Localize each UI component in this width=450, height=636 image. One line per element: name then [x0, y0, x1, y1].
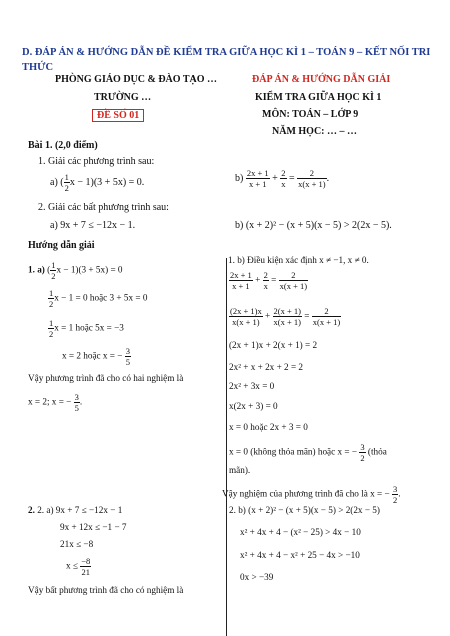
question-1b: b) $\frac{2x + 1}{x + 1}$ + $\frac{2}{x}$ = $\frac{2}{x(x + 1)}$ .: [235, 168, 330, 189]
numerator: 2x + 1: [246, 168, 269, 178]
numerator: 2: [279, 270, 308, 281]
expression: Vậy nghiệm của phương trình đã cho là x = −: [222, 488, 390, 499]
solution-2a-line1: 2. 2. a) 9x + 7 ≤ −12x − 1: [28, 505, 123, 515]
solution-2a-conclusion: Vậy bất phương trình đã cho có nghiệm là: [28, 585, 184, 595]
solution-1a-conclusion: Vậy phương trình đã cho có hai nghiệm là: [28, 373, 184, 383]
question-2: 2. Giải các bất phương trình sau:: [38, 202, 169, 213]
solution-1a-result: x = 2; x = − $\frac{3}{5}$ .: [28, 392, 83, 413]
numerator: 1: [64, 172, 69, 182]
solution-1a-line2: [48, 288, 147, 309]
fraction: [280, 168, 286, 189]
solution-2a-line4: [66, 556, 91, 577]
solution-1b-line5: 2x² + 3x = 0: [229, 381, 275, 391]
solution-1a-label: 1. a): [28, 264, 45, 275]
expression: x − 1 = 0 hoặc 3 + 5x = 0: [54, 292, 148, 303]
q1b-label: b): [235, 172, 244, 184]
expression: 2. a) 9x + 7 ≤ −12x − 1: [37, 505, 123, 515]
solution-1b-line3: (2x + 1)x + 2(x + 1) = 2: [229, 340, 318, 350]
expression: x = 2; x = −: [28, 396, 72, 407]
solution-1b-line2: $\frac{(2x + 1)x}{x(x + 1)}$ + $\frac{2(x + 1)}{x(x + 1)}$ = $\frac{2}{x(x + 1)}$: [230, 306, 341, 327]
exam-number-badge: ĐỀ SỐ 01: [92, 109, 144, 122]
header-subject: MÔN: TOÁN – LỚP 9: [262, 109, 359, 120]
fraction: [229, 306, 263, 327]
denominator: 2: [360, 453, 365, 463]
question-2b: b) (x + 2)² − (x + 5)(x − 5) > 2(2x − 5).: [235, 220, 392, 231]
numerator: 1: [51, 260, 56, 270]
fraction: [229, 270, 253, 291]
solution-2b-line4: 0x > −39: [240, 572, 274, 582]
header-school-year: NĂM HỌC: … – …: [272, 126, 357, 137]
solution-1a-line4: [62, 346, 131, 367]
solution-1a-line1: 1. a) ( $\frac{1}{2}$ x − 1)(3 + 5x) = 0: [28, 260, 123, 281]
denominator: 2: [49, 299, 54, 309]
header-answer-title: ĐÁP ÁN & HƯỚNG DẪN GIẢI: [252, 74, 391, 85]
question-1a: a) ( $\frac{1}{2}$ x − 1)(3 + 5x) = 0.: [50, 172, 145, 193]
denominator: 21: [81, 567, 90, 577]
solution-2b-line2: x² + 4x + 4 − (x² − 25) > 4x − 10: [240, 527, 361, 537]
expression: x = 0 (không thỏa mãn) hoặc x = −: [229, 446, 358, 457]
expression: x = 1 hoặc 5x = −3: [54, 322, 124, 333]
denominator: x(x + 1): [312, 317, 341, 327]
denominator: x: [281, 179, 286, 189]
fraction: [359, 442, 365, 463]
solution-2b-line1: 2. b) (x + 2)² − (x + 5)(x − 5) > 2(2x − 5): [229, 505, 380, 515]
numerator: 2: [263, 270, 268, 280]
solution-2a-line3: 21x ≤ −8: [60, 539, 94, 549]
expression: x = 2 hoặc x = −: [62, 350, 123, 361]
question-2a: a) 9x + 7 ≤ −12x − 1.: [50, 220, 136, 231]
numerator: −8: [81, 556, 91, 566]
column-divider: [226, 258, 227, 636]
denominator: 2: [49, 329, 54, 339]
solution-1b-line4: 2x² + x + 2x + 2 = 2: [229, 362, 304, 372]
section-title: [28, 140, 98, 151]
denominator: 5: [74, 403, 79, 413]
numerator: 2: [312, 306, 341, 317]
header-department: PHÒNG GIÁO DỤC & ĐÀO TẠO …: [55, 74, 218, 85]
solution-2a-line2: 9x + 12x ≤ −1 − 7: [60, 522, 127, 532]
numerator: 2: [297, 168, 326, 179]
q1a-expression: x − 1)(3 + 5x) = 0.: [69, 176, 145, 188]
question-1: 1. Giải các phương trình sau:: [38, 156, 155, 167]
fraction: [263, 270, 269, 291]
expression: x ≤: [66, 560, 78, 571]
denominator: x(x + 1): [298, 179, 326, 189]
fraction: [279, 270, 308, 291]
header-school: TRƯỜNG …: [94, 92, 152, 103]
denominator: 2: [51, 271, 56, 281]
numerator: 2x + 1: [230, 270, 252, 280]
denominator: 2: [392, 495, 398, 505]
fraction: [392, 484, 398, 505]
solution-1b-line9: mãn).: [229, 465, 251, 475]
header-exam-name: KIỂM TRA GIỮA HỌC KÌ 1: [255, 92, 382, 103]
fraction: [297, 168, 326, 189]
fraction: [273, 306, 302, 327]
denominator: x + 1: [248, 179, 267, 189]
numerator: 2(x + 1): [273, 306, 301, 316]
solution-1b-line8: [229, 442, 387, 463]
solution-1b-line7: x = 0 hoặc 2x + 3 = 0: [229, 422, 308, 432]
denominator: x(x + 1): [232, 317, 260, 327]
fraction: [246, 168, 270, 189]
solution-1b-condition: 1. b) Điều kiện xác định x ≠ −1, x ≠ 0.: [228, 255, 369, 265]
solution-1b-line1: $\frac{2x + 1}{x + 1}$ + $\frac{2}{x}$ = $\frac{2}{x(x + 1)}$: [230, 270, 308, 291]
denominator: x + 1: [232, 281, 250, 291]
solution-1b-conclusion: Vậy nghiệm của phương trình đã cho là x = − $\frac{3}{2}$ .: [222, 484, 401, 505]
fraction: [125, 346, 131, 367]
solution-2b-line3: x² + 4x + 4 − x² + 25 − 4x > −10: [240, 550, 360, 560]
numerator: 3: [125, 346, 130, 356]
denominator: 2: [64, 183, 69, 193]
denominator: x(x + 1): [273, 317, 301, 327]
denominator: 5: [125, 357, 130, 367]
q1a-label: a): [50, 176, 58, 188]
guide-title: Hướng dẫn giải: [28, 240, 95, 251]
solution-1b-line6: x(2x + 3) = 0: [229, 401, 278, 411]
numerator: 3: [74, 392, 79, 402]
solution-1a-line3: [48, 318, 124, 339]
section-title-text: Bài 1. (2,0 điểm): [28, 140, 98, 151]
fraction: [80, 556, 91, 577]
numerator: 3: [392, 484, 398, 494]
fraction: [312, 306, 341, 327]
expression: (thỏa: [367, 446, 387, 457]
denominator: x(x + 1): [279, 281, 308, 291]
fraction: [74, 392, 80, 413]
document-title: D. ĐÁP ÁN & HƯỚNG DẪN ĐỀ KIỂM TRA GIỮA HỌC KÌ 1 – TOÁN 9 – KẾT NỐI TRI THỨC: [22, 47, 431, 73]
numerator: (2x + 1)x: [230, 306, 262, 316]
numerator: 1: [49, 288, 54, 298]
expression: x − 1)(3 + 5x) = 0: [56, 264, 123, 275]
denominator: x: [263, 281, 268, 291]
numerator: 3: [360, 442, 365, 452]
numerator: 2: [281, 168, 286, 178]
numerator: 1: [49, 318, 54, 328]
